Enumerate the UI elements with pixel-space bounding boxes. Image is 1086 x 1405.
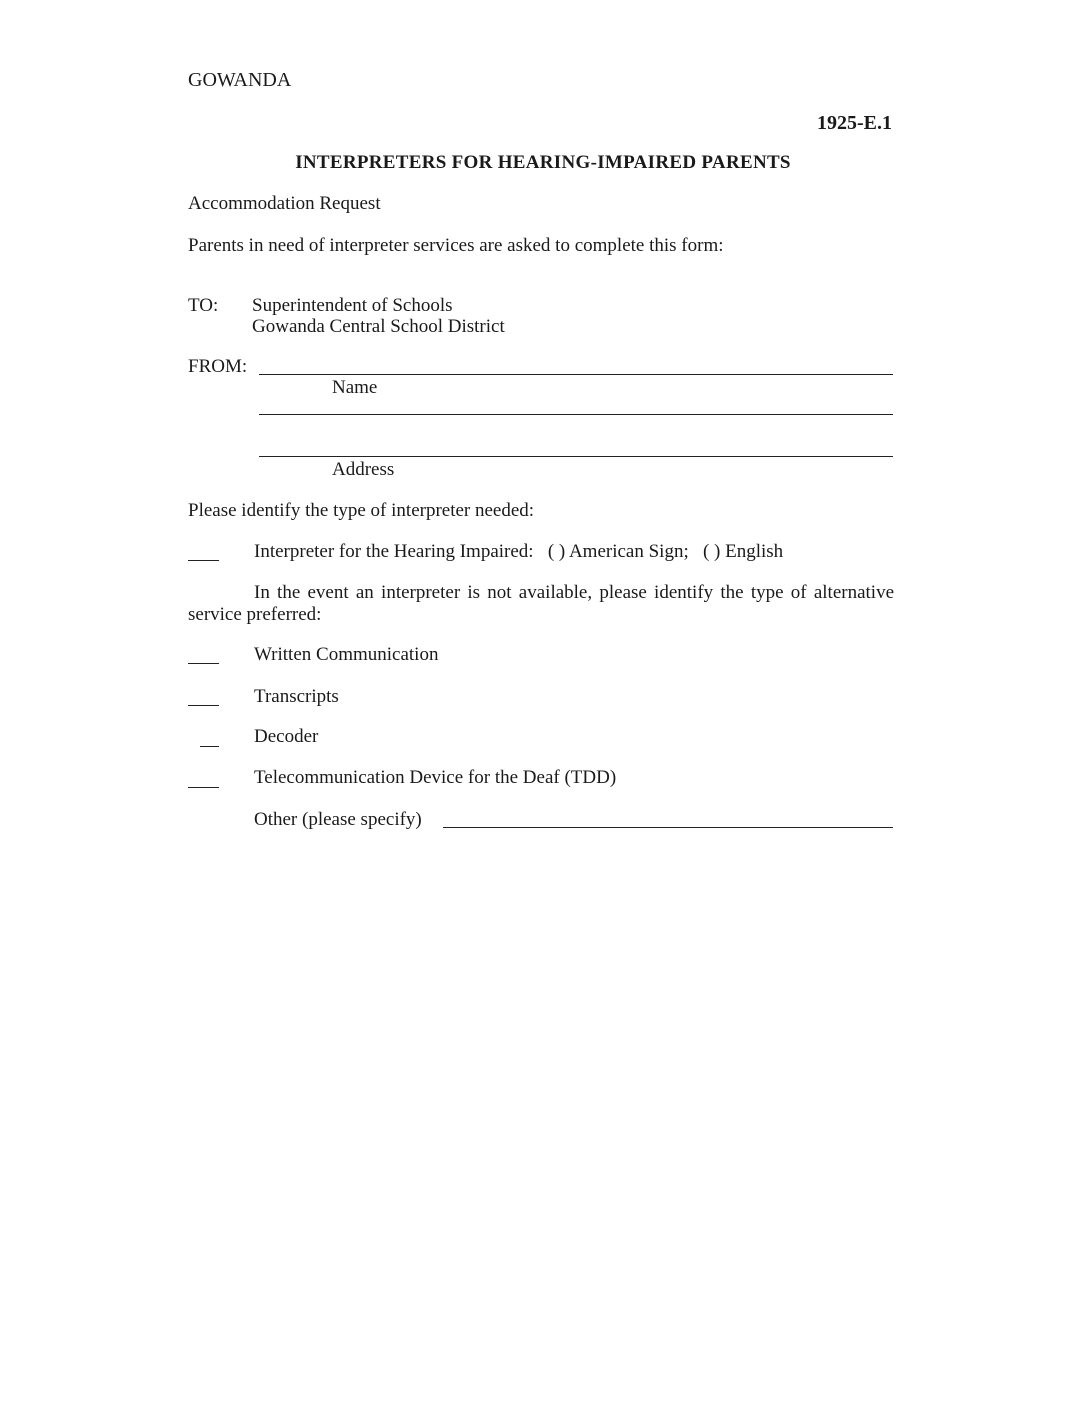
- interpreter-question: Please identify the type of interpreter needed:: [188, 500, 535, 521]
- alternative-blank-decoder[interactable]: [200, 746, 219, 747]
- to-recipient-line1: Superintendent of Schools: [252, 295, 453, 316]
- other-specify-field[interactable]: [443, 827, 893, 828]
- policy-code: 1925-E.1: [817, 112, 892, 134]
- to-recipient-line2: Gowanda Central School District: [252, 316, 505, 337]
- alternative-blank-written[interactable]: [188, 663, 219, 664]
- alternative-transcripts: Transcripts: [254, 686, 339, 707]
- alternative-tdd: Telecommunication Device for the Deaf (TDD): [254, 767, 617, 788]
- alternative-intro-text: In the event an interpreter is not available, please identify the type of alternative service preferred:: [188, 582, 894, 625]
- interpreter-checkbox-blank[interactable]: [188, 560, 219, 561]
- form-subtitle: Accommodation Request: [188, 193, 381, 214]
- alternative-decoder: Decoder: [254, 726, 319, 747]
- to-label: TO:: [188, 295, 219, 316]
- address-caption: Address: [332, 459, 395, 480]
- alternative-blank-tdd[interactable]: [188, 787, 219, 788]
- name-caption: Name: [332, 377, 378, 398]
- district-header: GOWANDA: [188, 69, 292, 91]
- from-label: FROM:: [188, 356, 248, 377]
- form-instruction: Parents in need of interpreter services are asked to complete this form:: [188, 235, 724, 256]
- form-title: INTERPRETERS FOR HEARING-IMPAIRED PARENTS: [295, 152, 791, 173]
- address-field-line2[interactable]: [259, 456, 893, 457]
- other-label: Other (please specify): [254, 809, 422, 830]
- name-field[interactable]: [259, 374, 893, 375]
- alternative-blank-transcripts[interactable]: [188, 705, 219, 706]
- interpreter-option: Interpreter for the Hearing Impaired: ( ) American Sign; ( ) English: [254, 541, 784, 562]
- alternative-written-communication: Written Communication: [254, 644, 439, 665]
- alternative-intro: [188, 582, 894, 626]
- address-field-line1[interactable]: [259, 414, 893, 415]
